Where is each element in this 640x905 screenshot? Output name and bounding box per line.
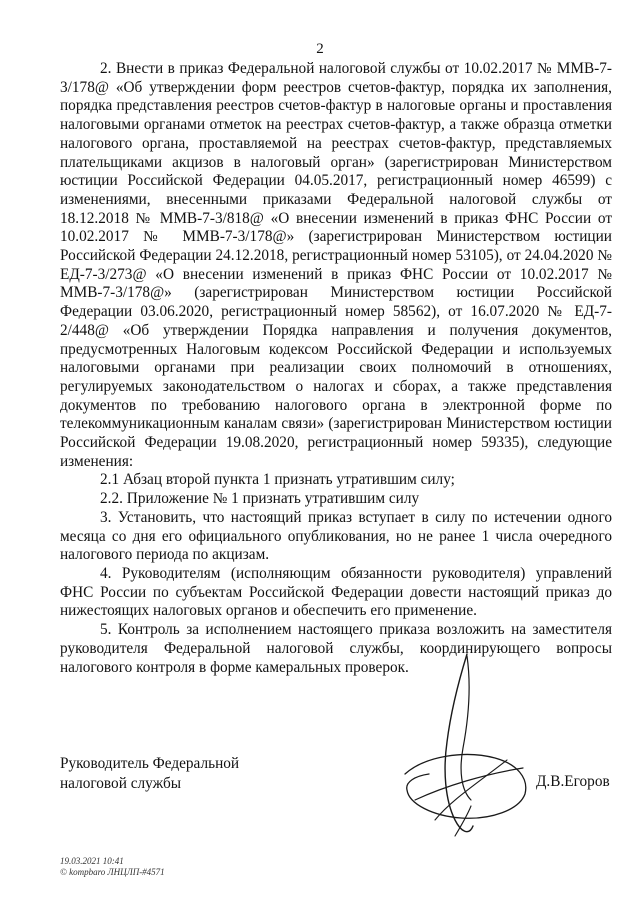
footer-stamp: [60, 856, 165, 878]
paragraph-2: 2. Внести в приказ Федеральной налоговой службы от 10.02.2017 № ММВ-7-3/178@ «Об утверждении форм реестров счетов-фактур, порядка их заполнения, порядка представления реестров счетов-фактур в налоговые органы и проставления налоговыми органами отметок на реестрах счетов-фактур, а также образца отметки налогового органа, проставляемой на реестрах счетов-фактур, представляемых плательщиками акцизов в налоговый орган» (зарегистрирован Министерством юстиции Российской Федерации 04.05.2017, регистрационный номер 46599) с изменениями, внесенными приказами Федеральной налоговой службы от 18.12.2018 № ММВ-7-3/818@ «О внесении изменений в приказ ФНС России от 10.02.2017 № ММВ-7-3/178@» (зарегистрирован Министерством юстиции Российской Федерации 24.12.2018, регистрационный номер 53105), от 24.04.2020 № ЕД-7-3/273@ «О внесении изменений в приказ ФНС России от 10.02.2017 № ММВ-7-3/178@» (зарегистрирован Министерством юстиции Российской Федерации 03.06.2020, регистрационный номер 58562), от 16.07.2020 № ЕД-7-2/448@ «Об утверждении Порядка направления и получения документов, предусмотренных Налоговым кодексом Российской Федерации и используемых налоговыми органами при реализации своих полномочий в отношениях, регулируемых законодательством о налогах и сборах, а также представления документов по требованию налогового органа в электронной форме по телекоммуникационным каналам связи» (зарегистрирован Министерством юстиции Российской Федерации 19.08.2020, регистрационный номер 59335), следующие изменения:: [60, 60, 612, 470]
signatory-name: Д.В.Егоров: [536, 773, 610, 790]
page-number: 2: [316, 41, 324, 57]
handwritten-signature: [395, 650, 535, 860]
paragraph-2-2: 2.2. Приложение № 1 признать утратившим силу: [100, 490, 420, 508]
document-body: [60, 60, 612, 677]
paragraph-3: 3. Установить, что настоящий приказ вступает в силу по истечении одного месяца со дня его официального опубликования, но не ранее 1 числа очередного налогового периода по акцизам.: [60, 508, 612, 564]
paragraph-2-1: 2.1 Абзац второй пункта 1 признать утратившим силу;: [100, 471, 455, 489]
signatory-title-line2: налоговой службы: [60, 775, 182, 792]
signatory-title: [60, 754, 239, 794]
signatory-title-line1: Руководитель Федеральной: [60, 755, 240, 772]
paragraph-4: 4. Руководителям (исполняющим обязанности руководителя) управлений ФНС России по субъектам Российской Федерации довести настоящий приказ до нижестоящих налоговых органов и обеспечить его применение.: [60, 564, 612, 620]
footer-source: © kompbaro ЛНЦЛП-#4571: [60, 867, 165, 877]
paragraph-5: 5. Контроль за исполнением настоящего приказа возложить на заместителя руководителя Федеральной налоговой службы, координирующего вопросы налогового контроля в форме камеральных проверок.: [60, 621, 612, 676]
footer-timestamp: 19.03.2021 10:41: [60, 856, 124, 866]
